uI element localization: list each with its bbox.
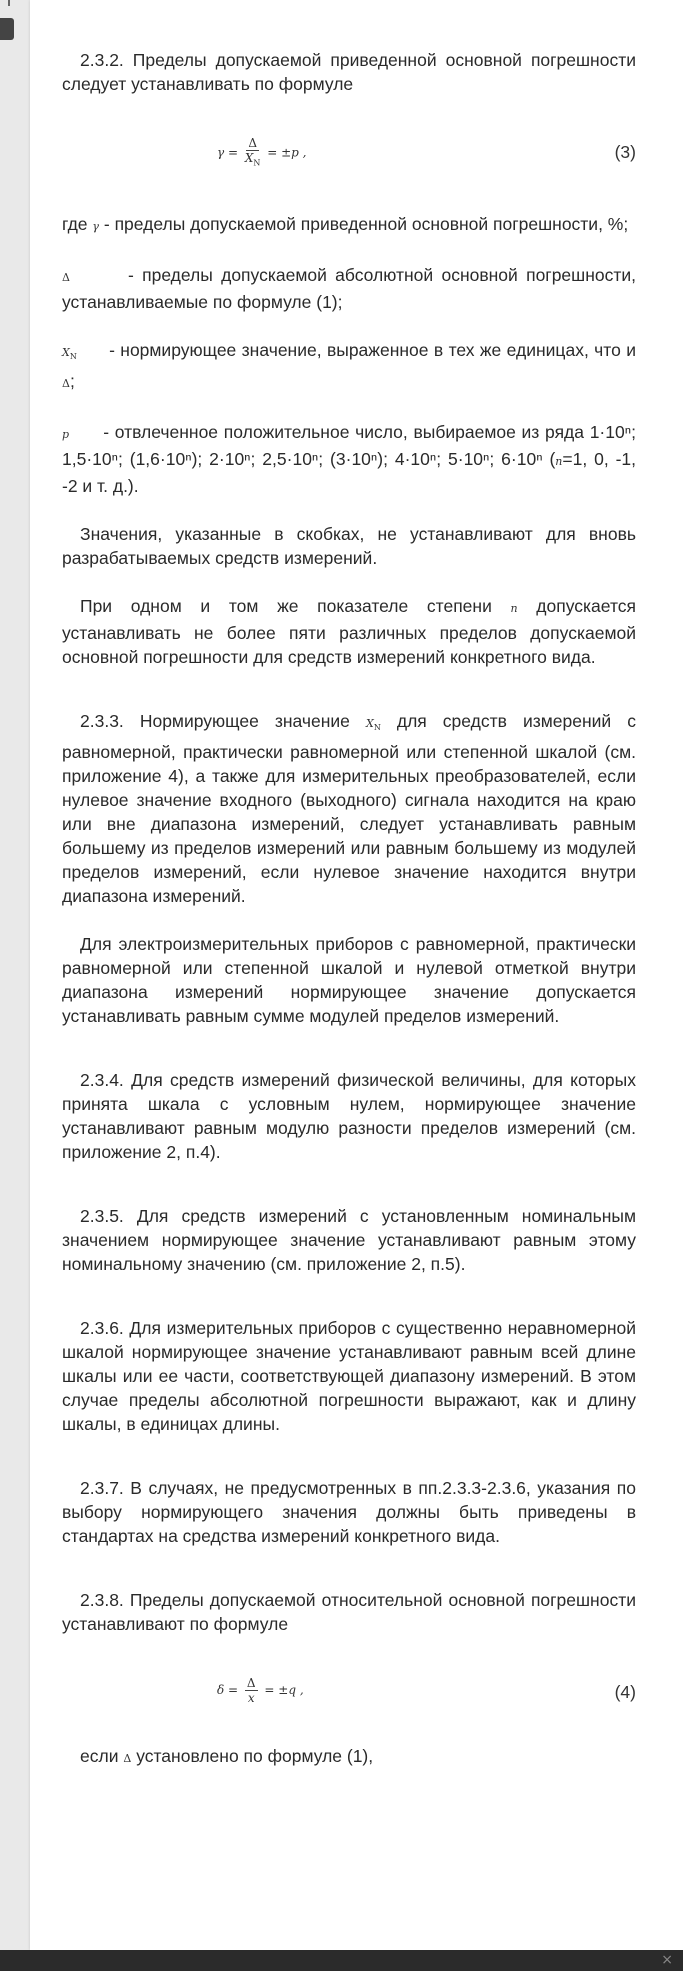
formula-4-expression xyxy=(217,1676,304,1705)
electrical-instruments-note: Для электроизмерительных приборов с равномерной, практически равномерной или степенной шкалой и нулевой отметкой внутри диапазона измерений нормирующее значение допускается устанавливать равным сумме модулей пределов измерений. xyxy=(62,934,636,1027)
xn-definition: - нормирующее значение, выраженное в тех же единицах, что и xyxy=(109,340,636,360)
xn-end-punct: ; xyxy=(69,371,75,392)
formula-3 xyxy=(62,118,636,178)
if-delta-clause xyxy=(62,1744,636,1771)
formula-4-numerator: Δ xyxy=(246,1676,256,1691)
if-delta-post: установлено по формуле (1), xyxy=(136,1746,374,1767)
section-2-3-4: 2.3.4. Для средств измерений физической величины, для которых принята шкала с условным нулем, нормирующее значение устанавливают равным модулю разности пределов измерений (см. приложение 2, п.4). xyxy=(62,1070,636,1163)
xn-symbol-x: X xyxy=(62,346,70,359)
delta-symbol: Δ xyxy=(62,271,70,284)
n-values: =1, 0, -1, -2 и т. д.). xyxy=(62,449,636,497)
formula-4-denominator xyxy=(248,1691,255,1705)
top-edge-mark xyxy=(0,0,10,6)
s233-post: для средств измерений с равномерной, практически равномерной или степенной шкалой (см. приложение 4), а также для измерительных преобразователей, если нулевое значение входного (выходного) сигнала находится на краю или вне диапазона измерений, следует устанавливать равным большему из пределов измерений или равным большему из модулей пределов измерений, если нулевое значение находится внутри диапазона измерений. xyxy=(62,711,636,907)
same-exponent-pre: При одном и том же показателе степени xyxy=(80,596,492,617)
formula-3-fraction xyxy=(245,136,261,170)
formula-4-rhs: = ±q , xyxy=(264,1683,304,1698)
formula-4-number: (4) xyxy=(614,1682,636,1703)
side-handle-icon[interactable] xyxy=(0,18,14,40)
p-definition: - отвлеченное положительное число, выбираемое из ряда xyxy=(103,422,584,443)
formula-4-den-x: x xyxy=(247,1691,255,1706)
section-2-3-8: 2.3.8. Пределы допускаемой относительной основной погрешности устанавливают по формуле xyxy=(62,1590,636,1635)
formula-3-expression xyxy=(217,136,306,170)
xn-delta-symbol: Δ xyxy=(62,377,70,391)
same-exponent-n-symbol: n xyxy=(510,602,518,616)
s233-xn-sub: N xyxy=(373,723,381,733)
formula-3-denominator xyxy=(245,151,261,170)
s233-xn-x: X xyxy=(365,717,374,731)
bottom-toolbar xyxy=(0,1950,683,1971)
formula-3-lhs: γ = xyxy=(217,145,239,160)
if-word: если xyxy=(80,1746,119,1767)
formula-4-fraction xyxy=(245,1676,258,1705)
where-gamma xyxy=(62,212,636,239)
formula-3-number: (3) xyxy=(614,142,636,162)
brackets-note: Значения, указанные в скобках, не устанавливают для вновь разрабатываемых средств измерений. xyxy=(62,524,636,569)
document-content xyxy=(62,48,636,1771)
section-2-3-6: 2.3.6. Для измерительных приборов с существенно неравномерной шкалой нормирующее значение устанавливают равным всей длине шкалы или ее части, соответствующей диапазону измерений. В этом случае пределы абсолютной погрешности выражают, как и длину шкалы, в единицах длины. xyxy=(62,1318,636,1435)
formula-3-den-sub: N xyxy=(253,158,261,168)
where-word: где xyxy=(62,214,88,234)
p-series: 1·10ⁿ; 1,5·10ⁿ; (1,6·10ⁿ); 2·10ⁿ; 2,5·10ⁿ; (3·10ⁿ); 4·10ⁿ; 5·10ⁿ; 6·10ⁿ xyxy=(62,422,636,470)
n-symbol: n xyxy=(555,455,563,469)
section-2-3-5: 2.3.5. Для средств измерений с установленным номинальным значением нормирующее значение устанавливают равным этому номинальному значению (см. приложение 2, п.5). xyxy=(62,1206,636,1275)
close-icon[interactable]: × xyxy=(661,1952,673,1968)
formula-4 xyxy=(62,1658,636,1718)
formula-3-numerator: Δ xyxy=(248,136,257,150)
where-xn xyxy=(62,338,636,396)
s233-xn-symbol xyxy=(365,717,381,733)
section-2-3-2: 2.3.2. Пределы допускаемой приведенной основной погрешности следует устанавливать по формуле xyxy=(62,50,636,94)
where-p: p - отвлеченное положительное число, выбираемое из ряда 1·10ⁿ; 1,5·10ⁿ; (1,6·10ⁿ); 2·10ⁿ; 2,5·10ⁿ; (3·10ⁿ); 4·10ⁿ; 5·10ⁿ; 6·10ⁿ (n=1, 0, -1, -2 и т. д.). xyxy=(62,422,636,497)
where-delta xyxy=(62,263,636,314)
formula-3-rhs: = ±p , xyxy=(267,145,307,160)
s233-pre: 2.3.3. Нормирующее значение xyxy=(80,711,350,732)
gamma-definition: - пределы допускаемой приведенной основной погрешности, %; xyxy=(103,214,629,234)
formula-3-den-x: X xyxy=(244,151,254,165)
same-exponent-post: допускается устанавливать не более пяти различных пределов допускаемой основной погрешности для средств измерений конкретного вида. xyxy=(62,596,636,668)
xn-symbol xyxy=(62,346,77,362)
section-2-3-7: 2.3.7. В случаях, не предусмотренных в пп.2.3.3-2.3.6, указания по выбору нормирующего значения должны быть приведены в стандартах на средства измерений конкретного вида. xyxy=(62,1478,636,1547)
p-symbol: p xyxy=(62,428,70,442)
xn-symbol-sub: N xyxy=(69,352,77,362)
formula-4-lhs: δ = xyxy=(217,1683,239,1698)
same-exponent-note xyxy=(62,594,636,669)
delta-definition: - пределы допускаемой абсолютной основной погрешности, устанавливаемые по формуле (1); xyxy=(62,265,636,312)
gamma-symbol: γ xyxy=(92,220,99,233)
if-delta-symbol: Δ xyxy=(123,1752,132,1766)
section-2-3-3 xyxy=(62,709,636,908)
